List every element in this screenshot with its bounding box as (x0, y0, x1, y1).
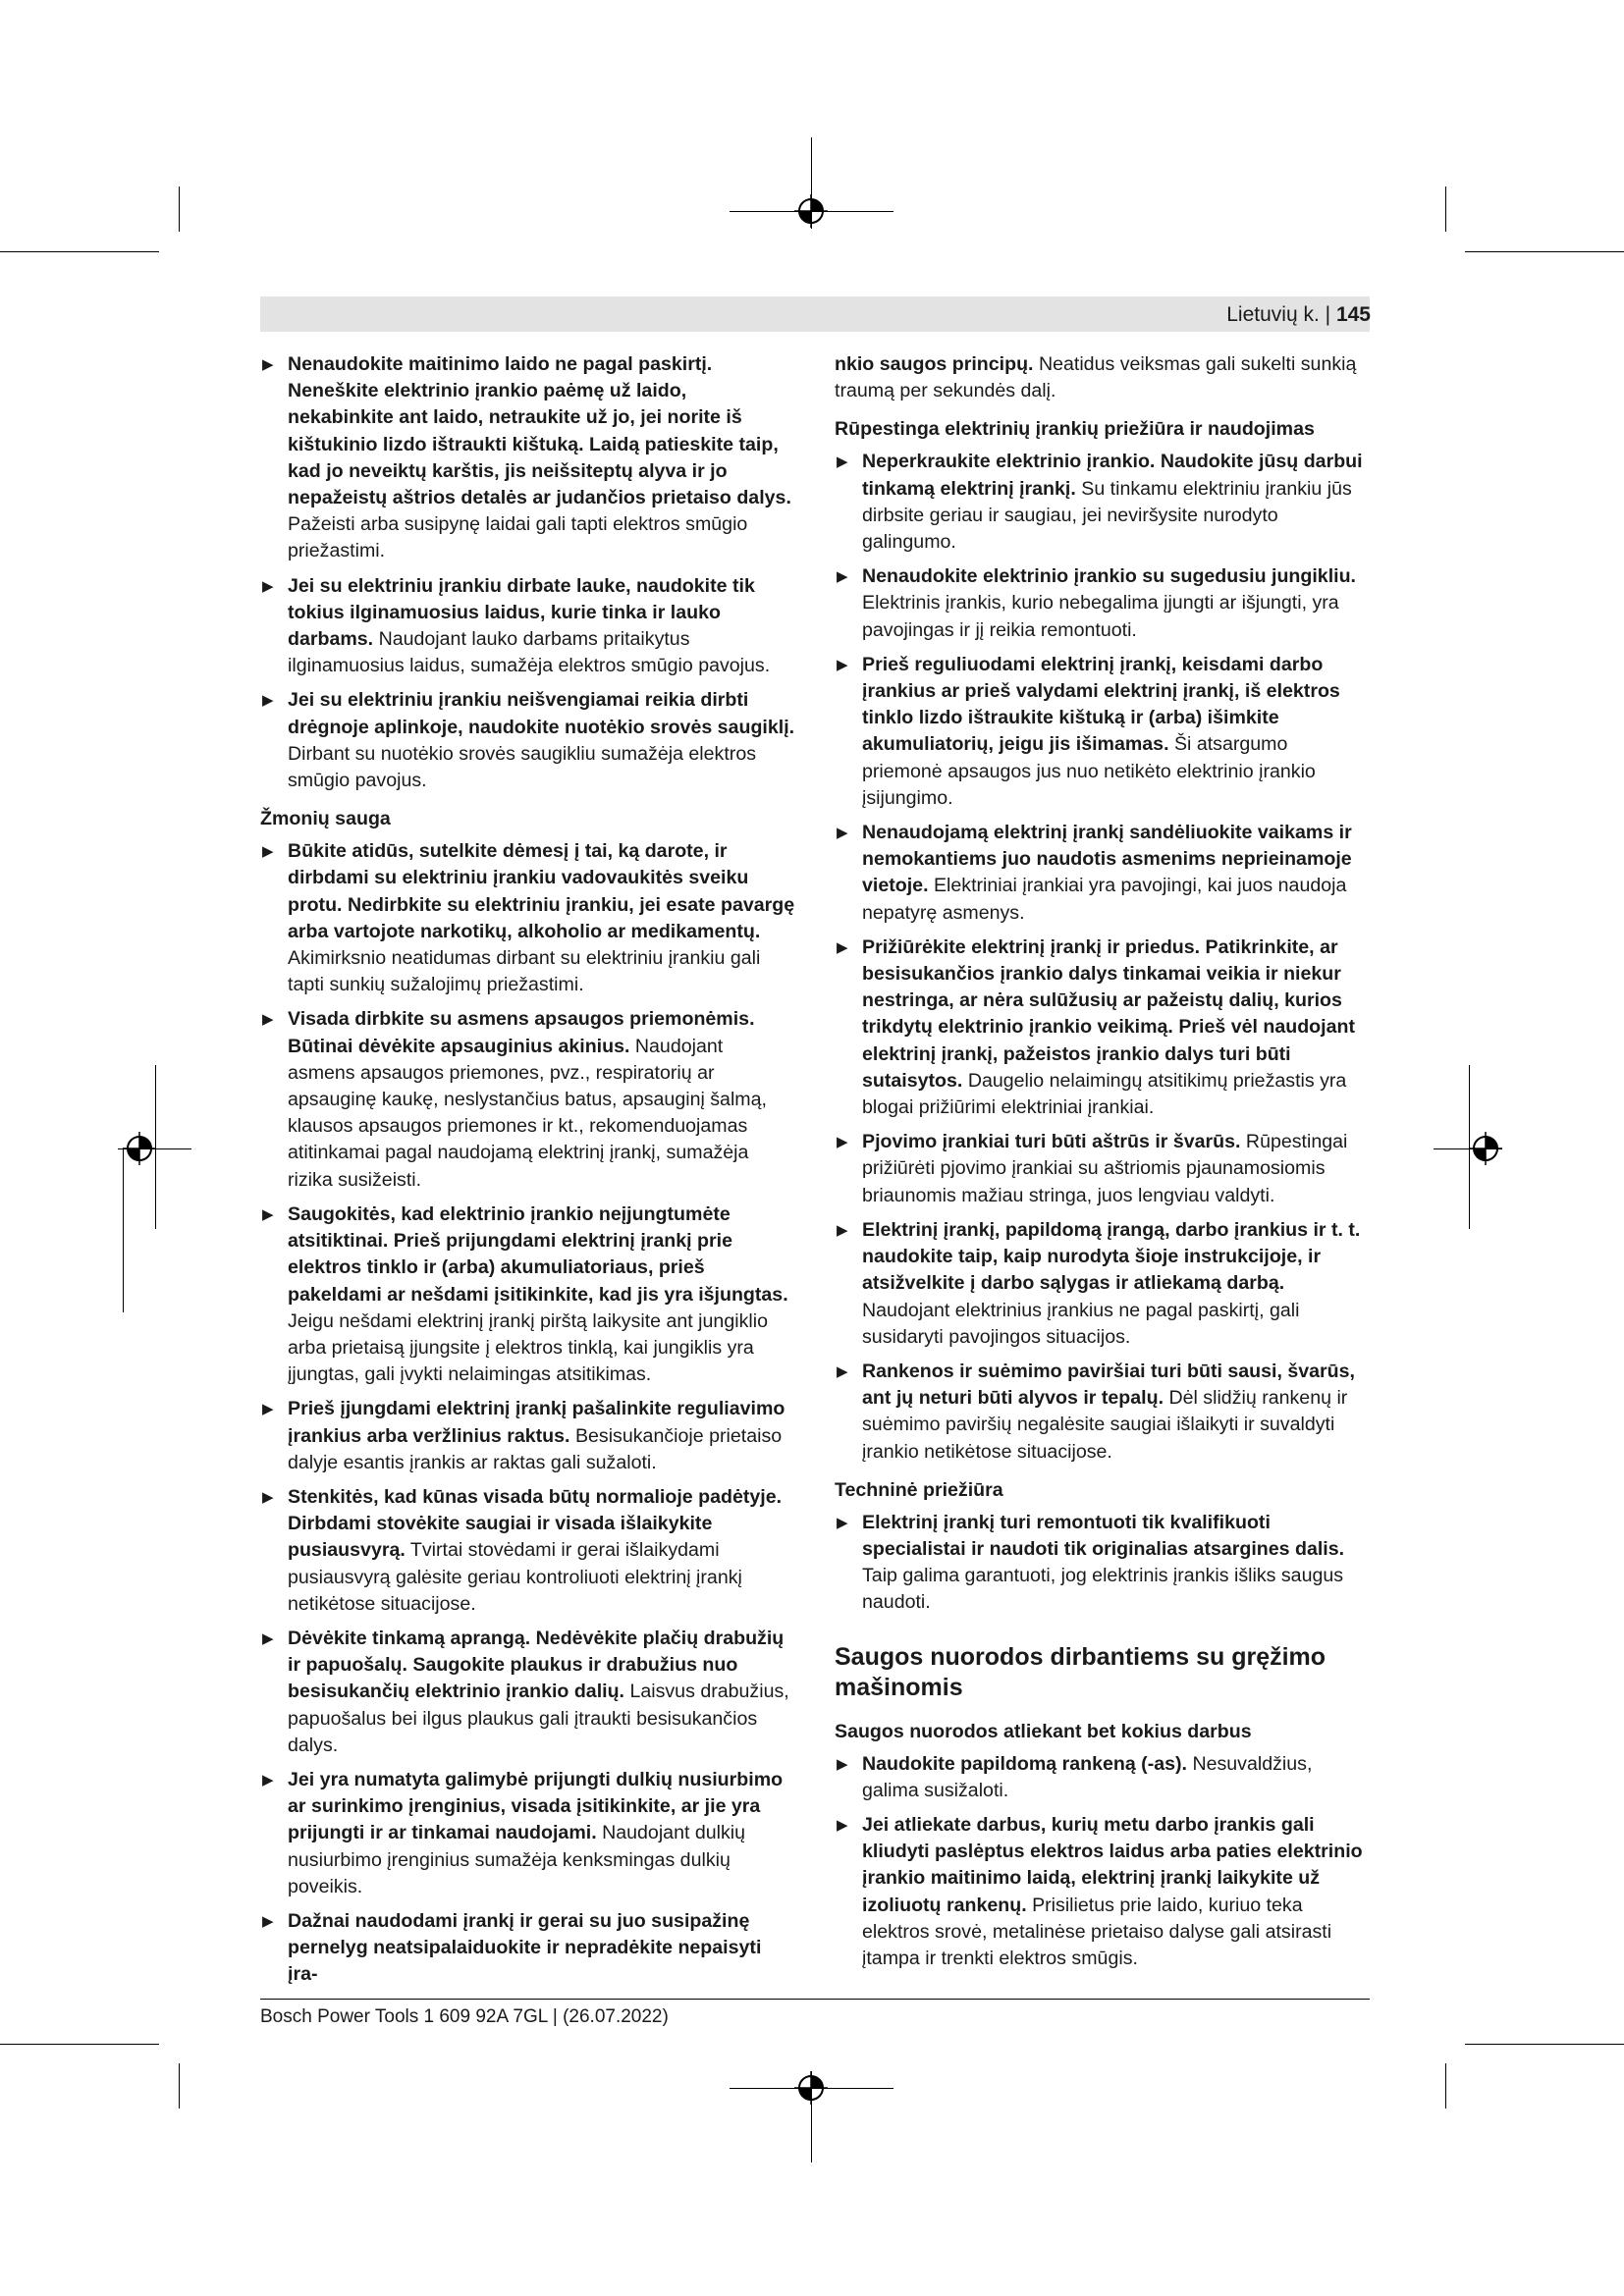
item-lead: Naudokite papildomą rankeną (-as). (862, 1752, 1187, 1775)
crop-mark (179, 2063, 180, 2109)
page-number: 145 (1335, 303, 1371, 326)
item-lead: Pjovimo įrankiai turi būti aštrūs ir švarūs. (862, 1131, 1241, 1153)
item-lead: Rankenos ir suėmimo paviršiai turi būti sausi, švarūs, ant jų neturi būti alyvos ir tepalų. (862, 1360, 1355, 1410)
safety-item (260, 687, 795, 794)
item-lead: Elektrinį įrankį turi remontuoti tik kvalifikuoti specialistai ir naudoti tik originalias atsargines dalis. (862, 1511, 1345, 1560)
safety-item (260, 838, 795, 998)
item-lead: Saugokitės, kad elektrinio įrankio neįjungtumėte atsitiktinai. Prieš prijungdami elektrinį įrankį prie elektros tinklo ir (arba) akumuliatoriaus, prieš pakeldami ar nešdami įsitikinkite, kad jis yra išjungtas. (288, 1202, 788, 1306)
bullet-arrow-icon: ▶ (837, 656, 848, 673)
item-lead: Prieš įjungdami elektrinį įrankį pašalinkite reguliavimo įrankius arba veržlinius raktus. (288, 1398, 785, 1447)
item-lead: Jei atliekate darbus, kurių metu darbo įrankis gali kliudyti paslėptus elektros laidus arba paties elektrinio įrankio maitinimo laidą, elektrinį įrankį laikykite už izoliuotų rankenų. (862, 1813, 1363, 1916)
item-text: Rūpestingai prižiūrėti pjovimo įrankiai su aštriomis pjaunamosiomis briaunomis mažiau stringa, juos lengviau valdyti. (862, 1131, 1348, 1206)
item-lead: nkio saugos principų. (835, 353, 1034, 375)
crop-mark (0, 251, 159, 252)
item-text: Neatidus veiksmas gali sukelti sunkią traumą per sekundės dalį. (835, 353, 1357, 402)
item-text: Elektrinis įrankis, kurio nebegalima įjungti ar išjungti, yra pavojingas ir jį reikia remontuoti. (862, 592, 1339, 641)
bullet-arrow-icon: ▶ (837, 1816, 848, 1834)
safety-item (260, 1484, 795, 1618)
item-lead: Dėvėkite tinkamą aprangą. Nedėvėkite plačių drabužių ir papuošalų. Saugokite plaukus ir drabužius nuo besisukančių elektrinio įrankio dalių. (288, 1627, 785, 1703)
bullet-arrow-icon: ▶ (262, 1629, 274, 1647)
item-lead: Prieš reguliuodami elektrinį įrankį, keisdami darbo įrankius ar prieš valydami elektrinį įrankį, iš elektros tinklo lizdo ištraukite kištuką ir (arba) išimkite akumuliatorių, jeigu jis išimamas. (862, 653, 1340, 756)
bullet-arrow-icon: ▶ (837, 1514, 848, 1531)
bullet-arrow-icon: ▶ (837, 825, 848, 842)
crop-mark (0, 2044, 159, 2045)
item-text: Daugelio nelaimingų atsitikimų priežastis yra blogai prižiūrimi elektriniai įrankiai. (862, 1069, 1347, 1119)
safety-item (260, 1767, 795, 1900)
left-column (260, 351, 795, 1997)
item-text: Su tinkamu elektriniu įrankiu jūs dirbsite geriau ir saugiau, jei neviršysite nurodyto galingumo. (862, 477, 1352, 554)
item-text: Pažeisti arba susipynę laidai gali tapti elektros smūgio priežastimi. (288, 513, 748, 562)
section-title: Saugos nuorodos dirbantiems su gręžimo mašinomis (835, 1642, 1326, 1701)
item-text: Dėl slidžių rankenų ir suėmimo paviršių negalėsite saugiai išlaikyti ir suvaldyti įrankio netikėtose situacijose. (862, 1387, 1348, 1463)
safety-item (835, 1129, 1370, 1209)
item-text: Dirbant su nuotėkio srovės saugikliu sumažėja elektros smūgio pavojus. (288, 742, 757, 792)
item-lead: Prižiūrėkite elektrinį įrankį ir priedus. Patikrinkite, ar besisukančios įrankio dalys tinkamai veikia ir niekur nestringa, ar nėra sulūžusių ar pažeistų dalių, kurios trikdytų elektrinio įrankio veikimą. Prieš vėl naudojant elektrinį įrankį, pažeistos įrankio dalys turi būti sutaisytos. (862, 935, 1355, 1092)
safety-item (835, 1510, 1370, 1617)
header-language-label: Lietuvių k. (1226, 303, 1320, 326)
item-text: Akimirksnio neatidumas dirbant su elektriniu įrankiu gali tapti sunkių sužalojimų priežastimi. (288, 947, 761, 996)
subheading-tool-care: Rūpestinga elektrinių įrankių priežiūra ir naudojimas (835, 418, 1315, 441)
bullet-arrow-icon: ▶ (262, 1401, 274, 1418)
header-separator: | (1325, 303, 1331, 326)
item-lead: Visada dirbkite su asmens apsaugos priemonėmis. Būtinai dėvėkite apsauginius akinius. (288, 1008, 755, 1057)
registration-mark-icon (794, 2071, 828, 2105)
crop-mark (1465, 251, 1624, 252)
item-text: Ši atsargumo priemonė apsaugos jus nuo netikėto elektrinio įrankio įsijungimo. (862, 733, 1316, 809)
item-text: Naudojant lauko darbams pritaikytus ilginamuosius laidus, sumažėja elektros smūgio pavojus. (288, 628, 771, 677)
safety-item (260, 573, 795, 680)
safety-item (260, 1396, 795, 1476)
item-lead: Elektrinį įrankį, papildomą įrangą, darbo įrankius ir t. t. naudokite taip, kaip nurodyta šioje instrukcijoje, ir atsižvelkite į darbo sąlygas ir atliekamą darbą. (862, 1218, 1361, 1295)
bullet-arrow-icon: ▶ (262, 843, 274, 861)
bullet-arrow-icon: ▶ (837, 1221, 848, 1239)
safety-item (260, 351, 795, 565)
item-text: Besisukančioje prietaiso dalyje esantis įrankis ar raktas gali sužaloti. (288, 1424, 783, 1473)
registration-mark-icon (794, 194, 828, 228)
safety-item (835, 563, 1370, 644)
registration-mark-icon (123, 1132, 156, 1165)
safety-item (835, 1812, 1370, 1972)
item-lead: Jei su elektriniu įrankiu dirbate lauke, naudokite tik tokius ilginamuosius laidus, kurie tinka ir lauko darbams. (288, 574, 755, 651)
item-text: Elektriniai įrankiai yra pavojingi, kai juos naudoja nepatyrę asmenys. (862, 875, 1347, 924)
bullet-arrow-icon: ▶ (262, 577, 274, 595)
footer-rule (260, 1999, 1370, 2000)
item-text: Naudojant elektrinius įrankius ne pagal paskirtį, gali susidaryti pavojingos situacijos. (862, 1299, 1300, 1348)
item-text: Nesuvaldžius, galima susižaloti. (862, 1752, 1313, 1801)
safety-item (835, 820, 1370, 927)
item-lead: Nenaudojamą elektrinį įrankį sandėliuokite vaikams ir nemokantiems juo naudotis asmenims neprieinamoje vietoje. (862, 822, 1352, 897)
subheading-all-work: Saugos nuorodos atliekant bet kokius darbus (835, 1720, 1252, 1742)
bullet-arrow-icon: ▶ (837, 938, 848, 956)
bullet-arrow-icon: ▶ (837, 568, 848, 586)
bullet-arrow-icon: ▶ (262, 1771, 274, 1789)
right-column (835, 351, 1370, 1980)
item-text: Naudojant asmens apsaugos priemones, pvz., respiratorių ar apsauginę kaukę, neslystančius batus, apsauginį šalmą, klausos apsaugos priemones ir kt., rekomenduojamas atitinkamai pagal naudojamą elektrinį įrankį, sumažėja rizika susižeisti. (288, 1035, 767, 1191)
item-text: Tvirtai stovėdami ir gerai išlaikydami pusiausvyrą galėsite geriau kontroliuoti elektrinį įrankį netikėtose situacijose. (288, 1539, 742, 1615)
item-lead: Jei su elektriniu įrankiu neišvengiamai reikia dirbti drėgnoje aplinkoje, naudokite nuotėkio srovės saugiklį. (288, 689, 795, 738)
registration-mark-icon (1469, 1132, 1502, 1165)
page-footer: Bosch Power Tools 1 609 92A 7GL | (26.07.2022) (260, 2006, 669, 2027)
subheading-people-safety: Žmonių sauga (260, 808, 391, 830)
safety-item (835, 934, 1370, 1121)
item-lead: Būkite atidūs, sutelkite dėmesį į tai, ką darote, ir dirbdami su elektriniu įrankiu vadovaukitės sveiku protu. Nedirbkite su elektriniu įrankiu, jei esate pavargę arba vartojote narkotikų, alkoholio ar medikamentų. (288, 840, 795, 942)
bullet-arrow-icon: ▶ (262, 356, 274, 373)
bullet-arrow-icon: ▶ (262, 1205, 274, 1223)
safety-item (835, 1217, 1370, 1351)
safety-item (260, 1626, 795, 1759)
item-lead: Nenaudokite maitinimo laido ne pagal paskirtį. Neneškite elektrinio įrankio paėmę už laido, nekabinkite ant laido, netraukite už jo, jei norite iš kištukinio lizdo ištraukti kištuką. Laidą patieskite taip, kad jo neveiktų karštis, jis neišsiteptų alyva ir jo nepažeistų aštrios detalės ar judančios prietaiso dalys. (288, 353, 791, 509)
item-lead: Nenaudokite elektrinio įrankio su sugedusiu jungikliu. (862, 565, 1356, 588)
bullet-arrow-icon: ▶ (262, 692, 274, 710)
crop-mark (1445, 187, 1446, 232)
subheading-service: Techninė priežiūra (835, 1478, 1003, 1501)
bullet-arrow-icon: ▶ (837, 1134, 848, 1151)
crop-mark (1465, 2044, 1624, 2045)
bullet-arrow-icon: ▶ (262, 1488, 274, 1506)
safety-item (835, 449, 1370, 556)
safety-item (260, 1006, 795, 1193)
header-band (260, 296, 1370, 332)
bullet-arrow-icon: ▶ (837, 1362, 848, 1380)
bullet-arrow-icon: ▶ (837, 1755, 848, 1773)
bullet-arrow-icon: ▶ (262, 1011, 274, 1029)
item-lead: Dažnai naudodami įrankį ir gerai su juo susipažinę pernelyg neatsipalaiduokite ir nepradėkite nepaisyti įra- (288, 1909, 762, 1986)
page-header (1226, 300, 1371, 330)
registration-line (123, 1148, 124, 1312)
crop-mark (179, 187, 180, 232)
bullet-arrow-icon: ▶ (262, 1912, 274, 1930)
crop-mark (1445, 2063, 1446, 2109)
safety-item (260, 1908, 795, 1989)
bullet-arrow-icon: ▶ (837, 454, 848, 471)
item-text: Naudojant dulkių nusiurbimo įrenginius sumažėja kenksmingas dulkių poveikis. (288, 1822, 746, 1897)
item-lead: Neperkraukite elektrinio įrankio. Naudokite jūsų darbui tinkamą elektrinį įrankį. (862, 451, 1363, 500)
safety-item (260, 1201, 795, 1388)
item-text: Jeigu nešdami elektrinį įrankį pirštą laikysite ant jungiklio arba prietaisą įjungsite į elektros tinklą, kai jungiklis yra įjungtas, gali įvykti nelaimingas atsitikimas. (288, 1309, 768, 1386)
item-text: Prisilietus prie laido, kuriuo teka elektros srovė, metalinėse prietaiso dalyse gali atsirasti įtampa ir trenkti elektros smūgis. (862, 1894, 1332, 1969)
item-lead: Jei yra numatyta galimybė prijungti dulkių nusiurbimo ar surinkimo įrenginius, visada įsitikinkite, ar jie yra prijungti ir ar tinkamai naudojami. (288, 1768, 784, 1844)
item-text: Taip galima garantuoti, jog elektrinis įrankis išliks saugus naudoti. (862, 1565, 1344, 1614)
safety-item (835, 1751, 1370, 1804)
safety-item (835, 1359, 1370, 1466)
continued-item (835, 351, 1370, 404)
item-lead: Stenkitės, kad kūnas visada būtų normalioje padėtyje. Dirbdami stovėkite saugiai ir visada išlaikykite pusiausvyrą. (288, 1485, 783, 1562)
item-text: Laisvus drabužius, papuošalus bei ilgus plaukus gali įtraukti besisukančios dalys. (288, 1681, 789, 1756)
safety-item (835, 652, 1370, 812)
